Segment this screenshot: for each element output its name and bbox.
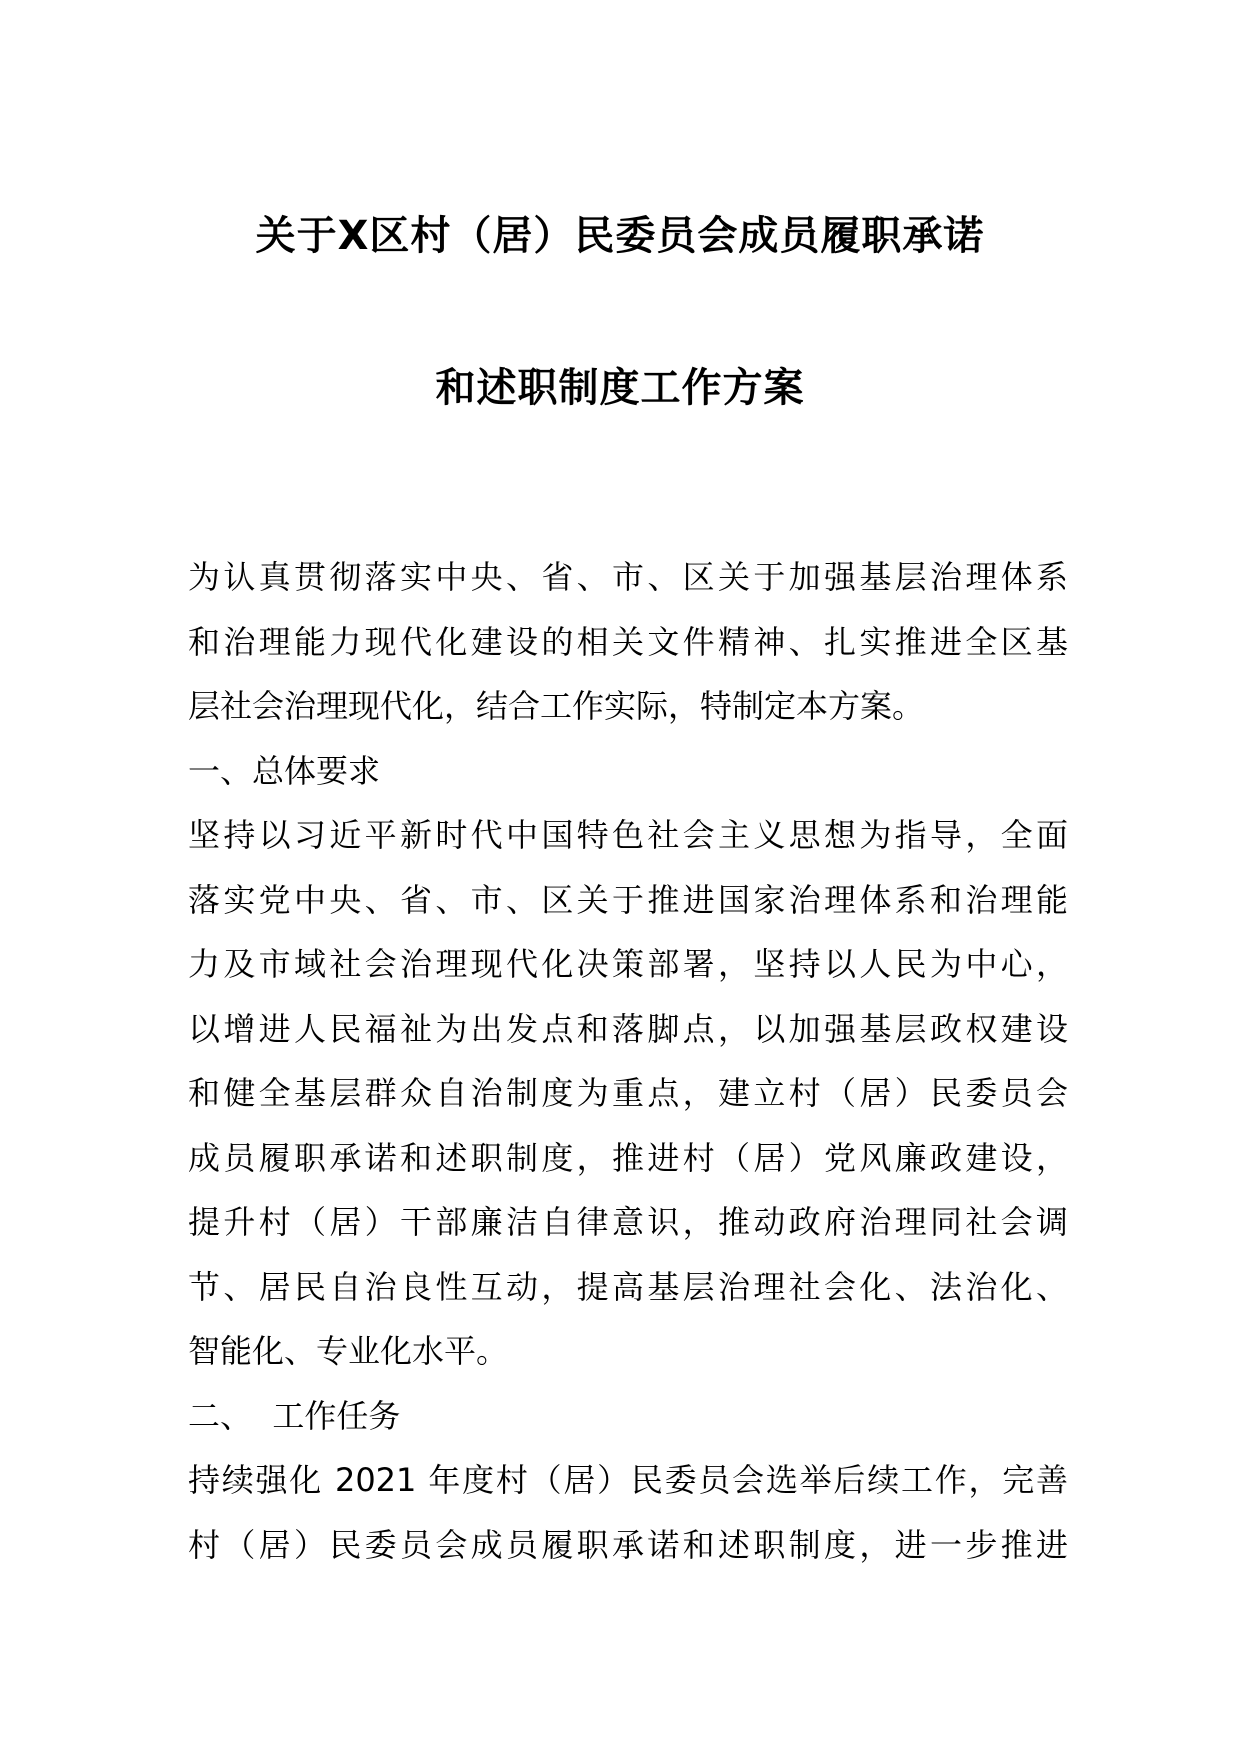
body-line: 为认真贯彻落实中央、省、市、区关于加强基层治理体系 <box>188 558 1068 596</box>
document-title-line-1: 关于X区村（居）民委员会成员履职承诺 <box>255 213 985 259</box>
section-heading: 一、总体要求 <box>188 751 381 790</box>
body-line: 节、居民自治良性互动，提高基层治理社会化、法治化、 <box>188 1267 1068 1306</box>
body-line: 智能化、专业化水平。 <box>188 1332 509 1370</box>
body-line: 落实党中央、省、市、区关于推进国家治理体系和治理能 <box>188 880 1068 919</box>
body-line: 以增进人民福祉为出发点和落脚点，以加强基层政权建设 <box>188 1009 1068 1048</box>
body-line: 成员履职承诺和述职制度，推进村（居）党风廉政建设， <box>188 1138 1068 1177</box>
body-line: 层社会治理现代化，结合工作实际，特制定本方案。 <box>188 687 925 725</box>
body-line: 提升村（居）干部廉洁自律意识，推动政府治理同社会调 <box>188 1203 1068 1241</box>
body-line: 力及市域社会治理现代化决策部署，坚持以人民为中心， <box>188 945 1068 983</box>
body-line: 坚持以习近平新时代中国特色社会主义思想为指导，全面 <box>188 816 1068 854</box>
body-line: 村（居）民委员会成员履职承诺和述职制度，进一步推进 <box>188 1525 1068 1564</box>
body-line: 持续强化 2021 年度村（居）民委员会选举后续工作，完善 <box>188 1461 1068 1499</box>
document-title-line-2: 和述职制度工作方案 <box>435 365 805 411</box>
section-heading: 二、 工作任务 <box>188 1396 401 1435</box>
body-line: 和治理能力现代化建设的相关文件精神、扎实推进全区基 <box>188 622 1068 661</box>
document-body <box>188 545 1068 1577</box>
body-line: 和健全基层群众自治制度为重点，建立村（居）民委员会 <box>188 1074 1068 1112</box>
